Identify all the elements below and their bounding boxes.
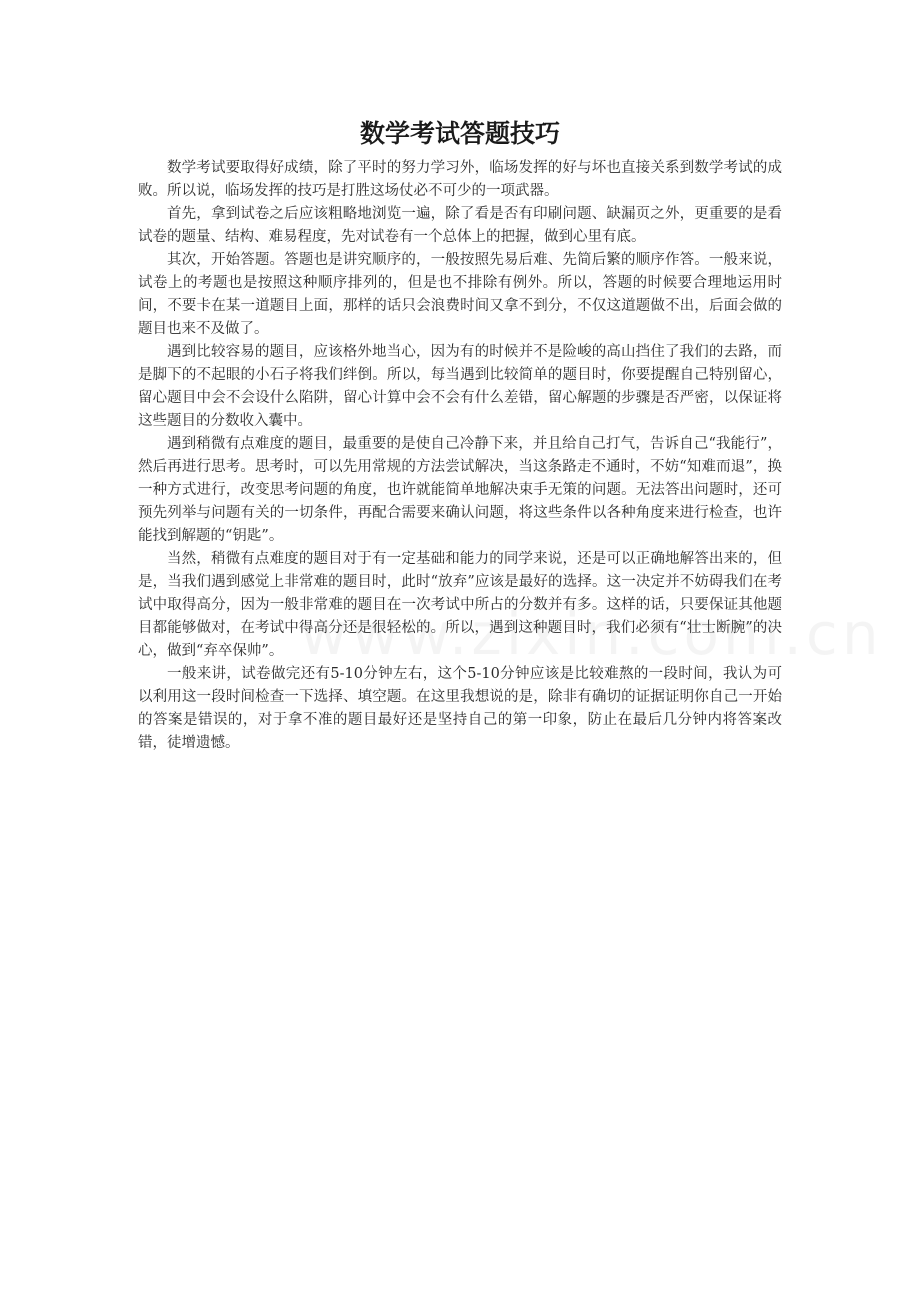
document-title: 数学考试答题技巧 [359, 119, 560, 148]
paragraph-7: 一般来讲，试卷做完还有5-10分钟左右，这个5-10分钟应该是比较难熬的一段时间，我认为可以利用这一段时间检查一下选择、填空题。在这里我想说的是，除非有确切的证据证明你自己一开始的答案是错误的，对于拿不准的题目最好还是坚持自己的第一印象，防止在最后几分钟内将答案改错，徒增遗憾。 [138, 666, 782, 751]
paragraph-6: 当然，稍微有点难度的题目对于有一定基础和能力的同学来说，还是可以正确地解答出来的，但是，当我们遇到感觉上非常难的题目时，此时“放弃”应该是最好的选择。这一决定并不妨碍我们在考试中取得高分，因为一般非常难的题目在一次考试中所占的分数并有多。这样的话，只要保证其他题目都能够做对，在考试中得高分还是很轻松的。所以，遇到这种题目时，我们必须有“壮士断腕”的决心，做到“弃卒保帅”。 [138, 551, 782, 659]
document-body [138, 157, 782, 755]
paragraph-1: 数学考试要取得好成绩，除了平时的努力学习外，临场发挥的好与坏也直接关系到数学考试的成败。所以说，临场发挥的技巧是打胜这场仗必不可少的一项武器。 [138, 160, 782, 199]
paragraph-5: 遇到稍微有点难度的题目，最重要的是使自己冷静下来，并且给自己打气，告诉自己“我能行”，然后再进行思考。思考时，可以先用常规的方法尝试解决，当这条路走不通时，不妨“知难而退”，换一种方式进行，改变思考问题的角度，也许就能简单地解决束手无策的问题。无法答出问题时，还可预先列举与问题有关的一切条件，再配合需要来确认问题，将这些条件以各种角度来进行检查，也许能找到解题的“钥匙”。 [138, 436, 782, 544]
paragraph-3: 其次，开始答题。答题也是讲究顺序的，一般按照先易后难、先简后繁的顺序作答。一般来说，试卷上的考题也是按照这种顺序排列的，但是也不排除有例外。所以，答题的时候要合理地运用时间，不要卡在某一道题目上面，那样的话只会浪费时间又拿不到分，不仅这道题做不出，后面会做的题目也来不及做了。 [138, 252, 782, 337]
paragraph-4: 遇到比较容易的题目，应该格外地当心，因为有的时候并不是险峻的高山挡住了我们的去路，而是脚下的不起眼的小石子将我们绊倒。所以，每当遇到比较简单的题目时，你要提醒自己特别留心，留心题目中会不会设什么陷阱，留心计算中会不会有什么差错，留心解题的步骤是否严密，以保证将这些题目的分数收入囊中。 [138, 344, 782, 429]
paragraph-2: 首先，拿到试卷之后应该粗略地浏览一遍，除了看是否有印刷问题、缺漏页之外，更重要的是看试卷的题量、结构、难易程度，先对试卷有一个总体上的把握，做到心里有底。 [138, 206, 782, 245]
